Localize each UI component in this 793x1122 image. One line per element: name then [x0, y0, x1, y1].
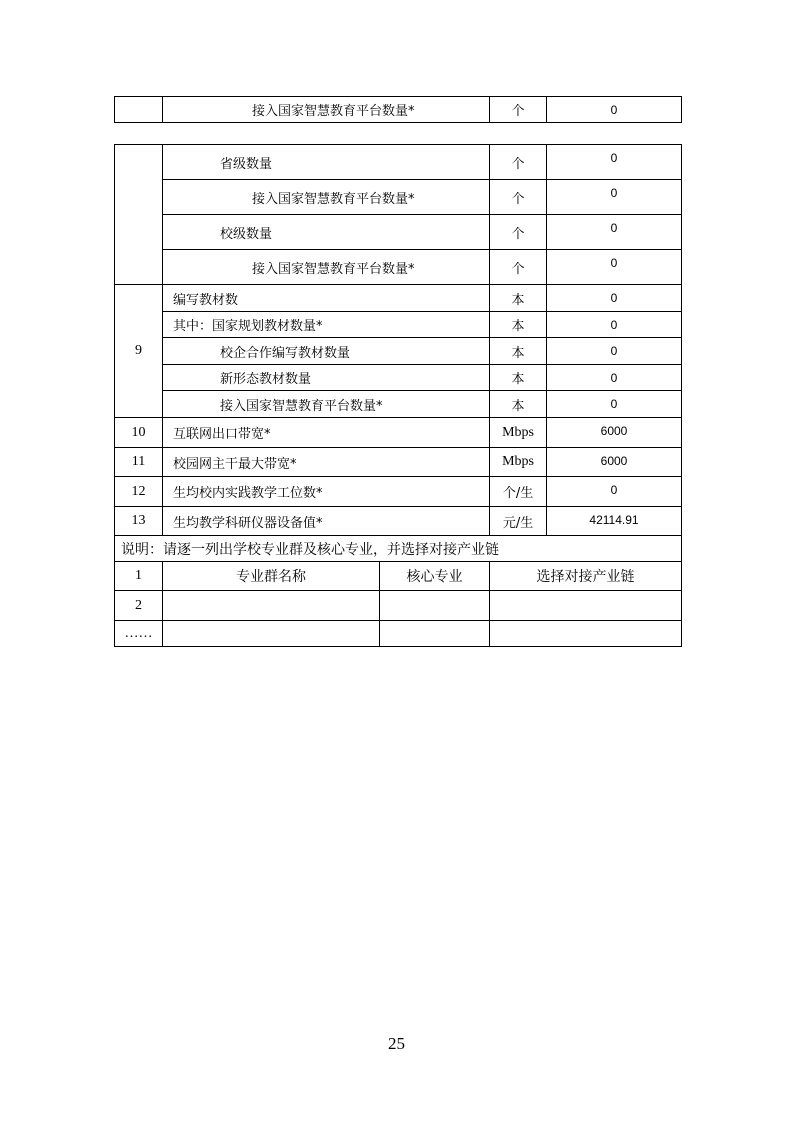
- unit-cell: 本: [490, 285, 547, 312]
- label-cell: 接入国家智慧教育平台数量*: [163, 391, 490, 418]
- value-cell: 0: [547, 365, 682, 391]
- value-cell: 6000: [547, 418, 682, 448]
- unit-cell: 个: [490, 97, 547, 123]
- value-cell: 0: [547, 250, 682, 285]
- label-cell: 生均校内实践教学工位数*: [163, 477, 490, 507]
- major-group-cell: [163, 621, 380, 647]
- number-cell: ……: [115, 621, 163, 647]
- value-cell: 0: [547, 97, 682, 123]
- number-cell: 13: [115, 507, 163, 536]
- unit-cell: 个/生: [490, 477, 547, 507]
- number-cell: 9: [115, 285, 163, 418]
- label-cell: 校企合作编写教材数量: [163, 338, 490, 365]
- unit-cell: 本: [490, 312, 547, 338]
- header-core-major: 核心专业: [380, 562, 490, 591]
- value-cell: 0: [547, 391, 682, 418]
- core-major-cell: [380, 591, 490, 621]
- value-cell: 0: [547, 312, 682, 338]
- industry-chain-cell: [490, 621, 682, 647]
- value-cell: 0: [547, 215, 682, 250]
- value-cell: 0: [547, 145, 682, 180]
- label-cell: 新形态教材数量: [163, 365, 490, 391]
- number-cell: [115, 97, 163, 123]
- unit-cell: 本: [490, 391, 547, 418]
- unit-cell: 本: [490, 338, 547, 365]
- value-cell: 0: [547, 285, 682, 312]
- label-cell: 校园网主干最大带宽*: [163, 448, 490, 477]
- label-cell: 其中：国家规划教材数量*: [163, 312, 490, 338]
- number-cell: 11: [115, 448, 163, 477]
- major-group-cell: [163, 591, 380, 621]
- unit-cell: 个: [490, 250, 547, 285]
- value-cell: 6000: [547, 448, 682, 477]
- label-cell: 接入国家智慧教育平台数量*: [163, 250, 490, 285]
- industry-chain-cell: [490, 591, 682, 621]
- unit-cell: 元/生: [490, 507, 547, 536]
- header-major-group: 专业群名称: [163, 562, 380, 591]
- label-cell: 接入国家智慧教育平台数量*: [163, 97, 490, 123]
- number-cell: 2: [115, 591, 163, 621]
- label-cell: 接入国家智慧教育平台数量*: [163, 180, 490, 215]
- label-cell: 校级数量: [163, 215, 490, 250]
- core-major-cell: [380, 621, 490, 647]
- label-cell: 生均教学科研仪器设备值*: [163, 507, 490, 536]
- value-cell: 42114.91: [547, 507, 682, 536]
- unit-cell: 个: [490, 145, 547, 180]
- unit-cell: 个: [490, 215, 547, 250]
- value-cell: 0: [547, 338, 682, 365]
- label-cell: 省级数量: [163, 145, 490, 180]
- label-cell: 编写教材数: [163, 285, 490, 312]
- unit-cell: Mbps: [490, 448, 547, 477]
- header-industry-chain: 选择对接产业链: [490, 562, 682, 591]
- unit-cell: 个: [490, 180, 547, 215]
- main-table: [114, 144, 682, 647]
- page-number: 25: [388, 1034, 405, 1053]
- value-cell: 0: [547, 477, 682, 507]
- number-cell: 1: [115, 562, 163, 591]
- note-cell: 说明：请逐一列出学校专业群及核心专业，并选择对接产业链: [115, 536, 682, 562]
- label-cell: 互联网出口带宽*: [163, 418, 490, 448]
- number-cell: 12: [115, 477, 163, 507]
- value-cell: 0: [547, 180, 682, 215]
- number-cell: [115, 145, 163, 285]
- number-cell: 10: [115, 418, 163, 448]
- unit-cell: Mbps: [490, 418, 547, 448]
- unit-cell: 本: [490, 365, 547, 391]
- top-table: [114, 96, 682, 123]
